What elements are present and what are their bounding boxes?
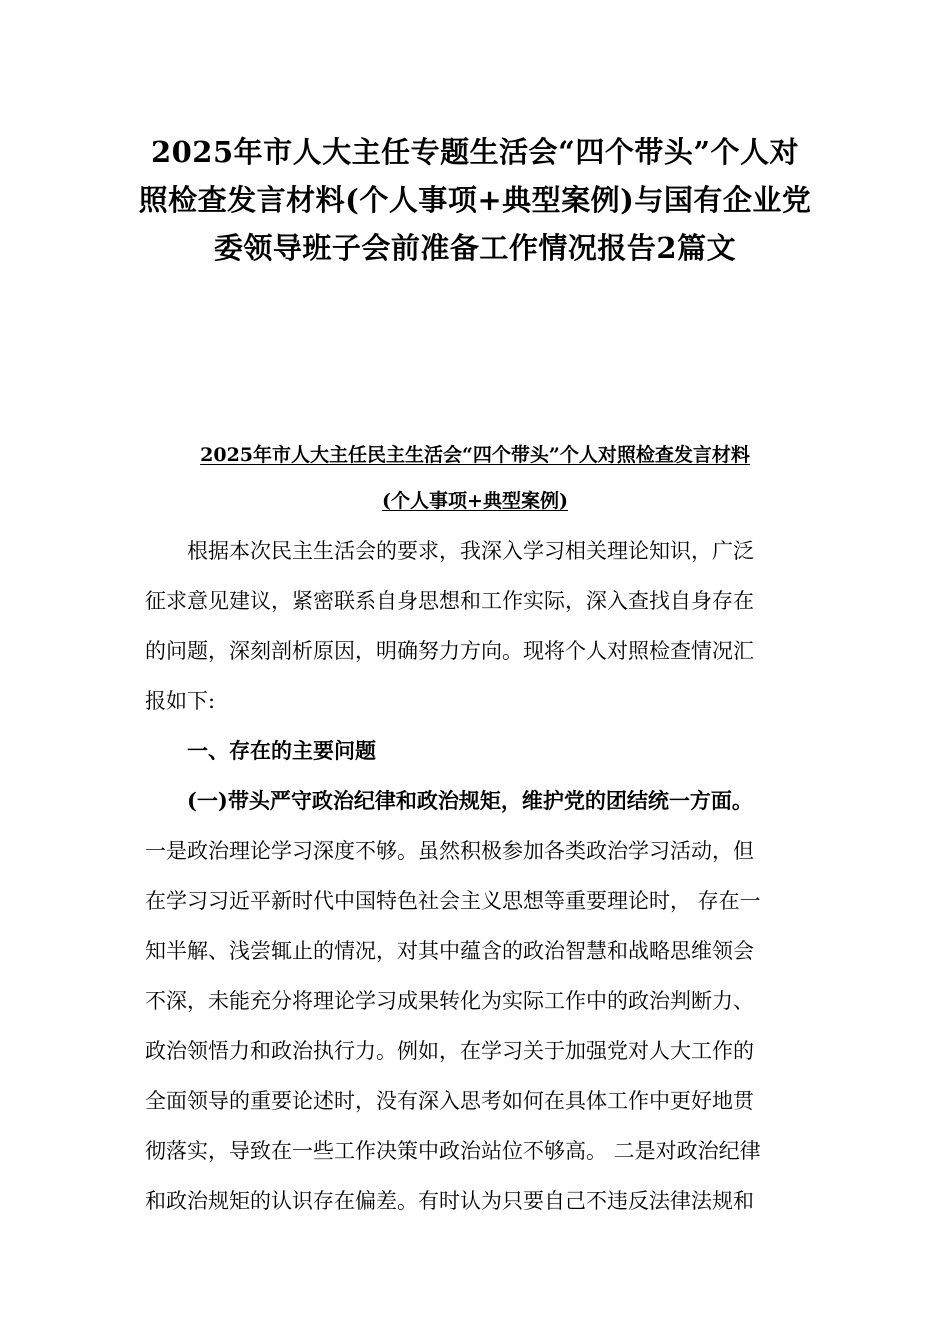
subtitle-line: 2025年市人大主任民主生活会“四个带头”个人对照检查发言材料: [200, 444, 750, 466]
paragraph-line: 一是政治理论学习深度不够。虽然积极参加各类政治学习活动，但: [145, 839, 754, 863]
paragraph-line: 知半解、浅尝辄止的情况，对其中蕴含的政治智慧和战略思维领会: [145, 939, 754, 963]
paragraph-line: 报如下:: [145, 689, 216, 713]
title-line: 委领导班子会前准备工作情况报告2篇文: [213, 231, 737, 265]
subtitle-line-wrap: [120, 432, 830, 478]
paragraph-line: 根据本次民主生活会的要求，我深入学习相关理论知识，广泛: [187, 539, 754, 563]
subsection-heading: (一)带头严守政治纪律和政治规矩，维护党的团结统一方面。: [187, 788, 753, 813]
paragraph-line: 在学习习近平新时代中国特色社会主义思想等重要理论时， 存在一: [145, 889, 761, 913]
paragraph-line: 征求意见建议，紧密联系自身思想和工作实际，深入查找自身存在: [145, 589, 754, 613]
subtitle-line: (个人事项+典型案例): [382, 490, 568, 512]
title-line: 2025年市人大主任专题生活会“四个带头”个人对: [150, 135, 800, 169]
paragraph-line: 不深，未能充分将理论学习成果转化为实际工作中的政治判断力、: [145, 989, 754, 1013]
title-line: 照检查发言材料(个人事项+典型案例)与国有企业党: [138, 183, 812, 217]
paragraph-line: 彻落实，导致在一些工作决策中政治站位不够高。 二是对政治纪律: [145, 1139, 761, 1163]
paragraph-line: 的问题，深刻剖析原因，明确努力方向。现将个人对照检查情况汇: [145, 639, 754, 663]
paragraph-line: 全面领导的重要论述时，没有深入思考如何在具体工作中更好地贯: [145, 1089, 754, 1113]
section-heading: 一、存在的主要问题: [187, 738, 376, 763]
subtitle-line-wrap: [120, 478, 830, 524]
section-title: [120, 432, 830, 524]
paragraph-line: 和政治规矩的认识存在偏差。有时认为只要自己不违反法律法规和: [145, 1189, 754, 1213]
document-body: [145, 526, 810, 1226]
paragraph-line: 政治领悟力和政治执行力。例如，在学习关于加强党对人大工作的: [145, 1039, 754, 1063]
document-title: [130, 128, 820, 272]
